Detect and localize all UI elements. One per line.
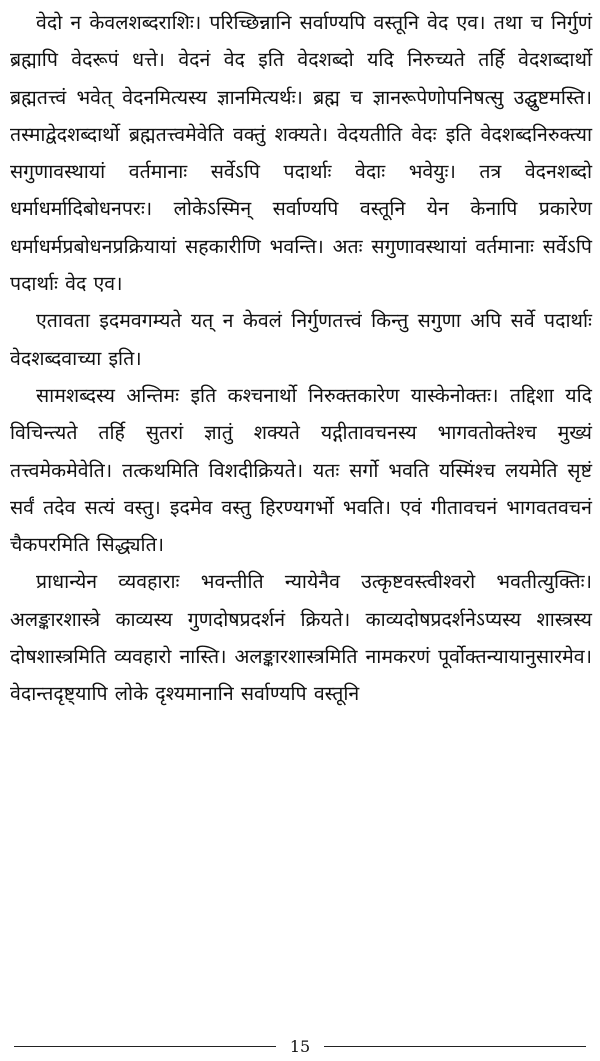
footer-rule-left [14, 1046, 276, 1047]
paragraph-3: सामशब्दस्य अन्तिमः इति कश्चनार्थो निरुक्तकारेण यास्केनोक्तः। तद्दिशा यदि विचिन्त्यते तर्हि सुतरां ज्ञातुं शक्यते यद्गीतावचनस्य भागवतोक्तेश्च मुख्यं तत्त्वमेकमेवेति। तत्कथमिति विशदीक्रियते। यतः सर्गो भवति यस्मिंश्च लयमेति सृष्टं सर्वं तदेव सत्यं वस्तु। इदमेव वस्तु हिरण्यगर्भो भवति। एवं गीतावचनं भागवतवचनं चैकपरमिति सिद्ध्यति। [10, 383, 592, 557]
page-number: 15 [289, 1036, 311, 1056]
paragraph-4: प्राधान्येन व्यवहाराः भवन्तीति न्यायेनैव उत्कृष्टवस्त्वीश्वरो भवतीत्युक्तिः। अलङ्कारशास्त्रे काव्यस्य गुणदोषप्रदर्शनं क्रियते। काव्यदोषप्रदर्शनेऽप्यस्य शास्त्रस्य दोषशास्त्रमिति व्यवहारो नास्ति। अलङ्कारशास्त्रमिति नामकरणं पूर्वोक्तन्यायानुसारमेव। वेदान्तदृष्ट्यापि लोके दृश्यमानानि सर्वाण्यपि वस्तूनि [10, 570, 592, 706]
paragraph-2: एतावता इदमवगम्यते यत्‌ न केवलं निर्गुणतत्त्वं किन्तु सगुणा अपि सर्वे पदार्थाः वेदशब्दवाच्या इति। [10, 309, 592, 370]
paragraph-1: वेदो न केवलशब्दराशिः। परिच्छिन्नानि सर्वाण्यपि वस्तूनि वेद एव। तथा च निर्गुणं ब्रह्मापि वेदरूपं धत्ते। वेदनं वेद इति वेदशब्दो यदि निरुच्यते तर्हि वेदशब्दार्थो ब्रह्मतत्त्वं भवेत्‌ वेदनमित्यस्य ज्ञानमित्यर्थः। ब्रह्म च ज्ञानरूपेणोपनिषत्सु उद्घुष्टमस्ति। तस्माद्वेदशब्दार्थो ब्रह्मतत्त्वमेवेति वक्तुं शक्यते। वेदयतीति वेदः इति वेदशब्दनिरुक्त्या सगुणावस्थायां वर्तमानाः सर्वेऽपि पदार्थाः वेदाः भवेयुः। तत्र वेदनशब्दो धर्माधर्मादिबोधनपरः। लोकेऽस्मिन्‌ सर्वाण्यपि वस्तूनि येन केनापि प्रकारेण धर्माधर्मप्रबोधनप्रक्रियायां सहकारीणि भवन्ति। अतः सगुणावस्थायां वर्तमानाः सर्वेऽपि पदार्थाः वेद एव। [10, 11, 592, 296]
page-footer [0, 1034, 600, 1058]
footer-rule-right [324, 1046, 586, 1047]
